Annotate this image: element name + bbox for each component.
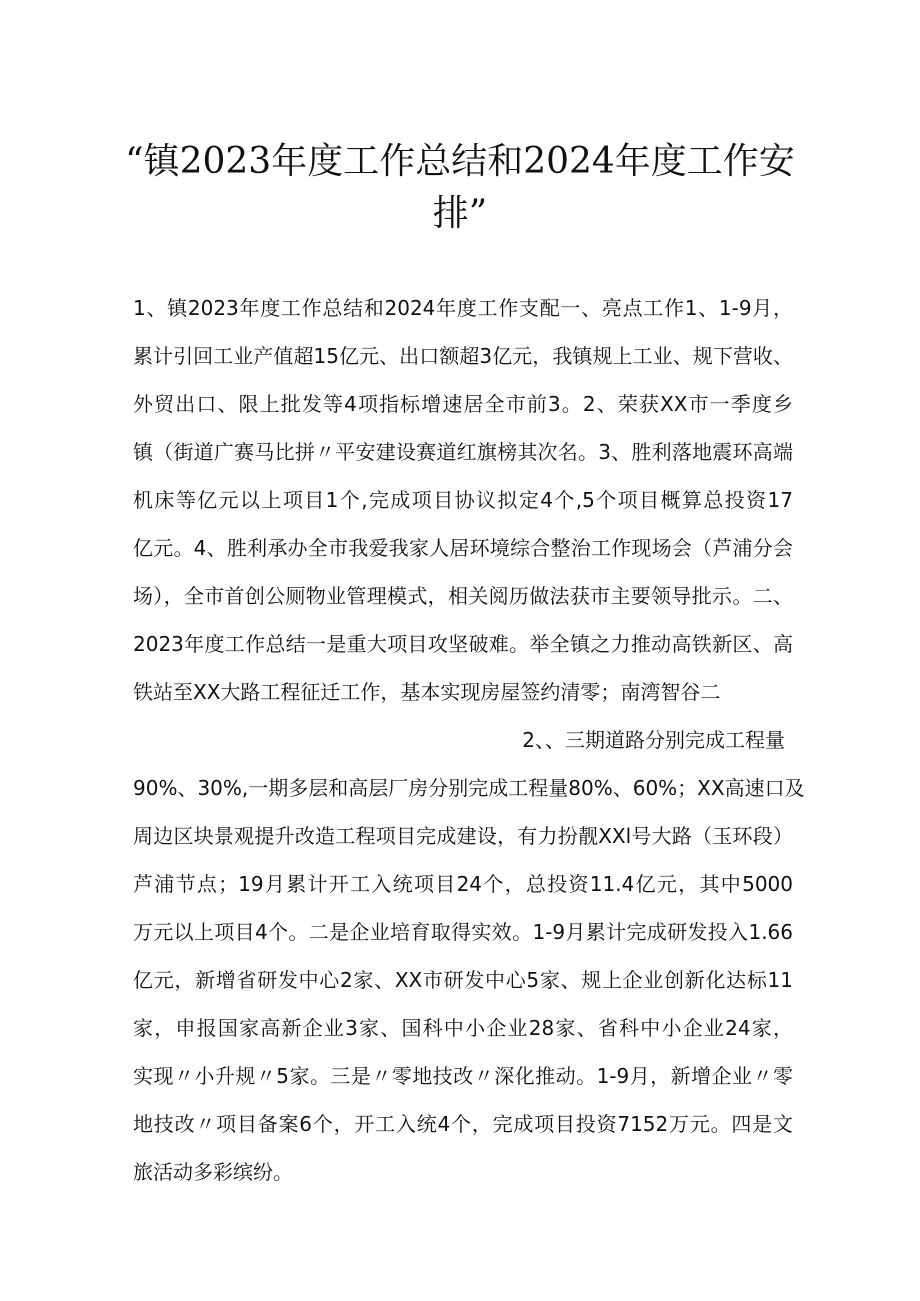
body-line: 实现〃小升规〃5家。三是〃零地技改〃深化推动。1-9月，新增企业〃零 xyxy=(133,1064,793,1088)
body-line: 累计引回工业产值超15亿元、出口额超3亿元，我镇规上工业、规下营收、 xyxy=(133,344,793,368)
title-line: “镇2023年度工作总结和2024年度工作安 xyxy=(125,141,795,182)
body-line: 外贸出口、限上批发等4项指标增速居全市前3。2、荣获XX市一季度乡 xyxy=(133,392,793,416)
body-line: 芦浦节点；19月累计开工入统项目24个，总投资11.4亿元，其中5000 xyxy=(133,872,793,896)
body-line: 场），全市首创公厕物业管理模式，相关阅历做法获市主要领导批示。二、 xyxy=(133,584,793,608)
body-line: 万元以上项目4个。二是企业培育取得实效。1-9月累计完成研发投入1.66 xyxy=(133,920,793,944)
document-body xyxy=(133,284,805,1196)
body-line: 1、镇2023年度工作总结和2024年度工作支配一、亮点工作1、1-9月， xyxy=(133,296,793,320)
body-line: 旅活动多彩缤纷。 xyxy=(133,1160,293,1184)
title-line: 排” xyxy=(432,193,488,234)
body-line: 地技改〃项目备案6个，开工入统4个，完成项目投资7152万元。四是文 xyxy=(133,1112,793,1136)
body-line: 家，申报国家高新企业3家、国科中小企业28家、省科中小企业24家， xyxy=(133,1016,793,1040)
document-title xyxy=(120,136,800,240)
body-line: 90%、30%,一期多层和高层厂房分别完成工程量80%、60%；XX高速口及 xyxy=(133,776,805,800)
body-line: 机床等亿元以上项目1个,完成项目协议拟定4个,5个项目概算总投资17 xyxy=(133,488,793,512)
body-line: 亿元，新增省研发中心2家、XX市研发中心5家、规上企业创新化达标11 xyxy=(133,968,793,992)
body-line: 2023年度工作总结一是重大项目攻坚破难。举全镇之力推动高铁新区、高 xyxy=(133,632,793,656)
body-line: 亿元。4、胜利承办全市我爱我家人居环境综合整治工作现场会（芦浦分会 xyxy=(133,536,793,560)
body-line: 周边区块景观提升改造工程项目完成建设，有力扮靓XXl号大路（玉环段） xyxy=(133,824,793,848)
body-line: 镇（街道广赛马比拼〃平安建设赛道红旗榜其次名。3、胜利落地震环高端 xyxy=(133,440,793,464)
body-line-indented: 2、、三期道路分别完成工程量 xyxy=(522,728,785,752)
body-line: 铁站至XX大路工程征迁工作，基本实现房屋签约清零；南湾智谷二 xyxy=(133,680,721,704)
